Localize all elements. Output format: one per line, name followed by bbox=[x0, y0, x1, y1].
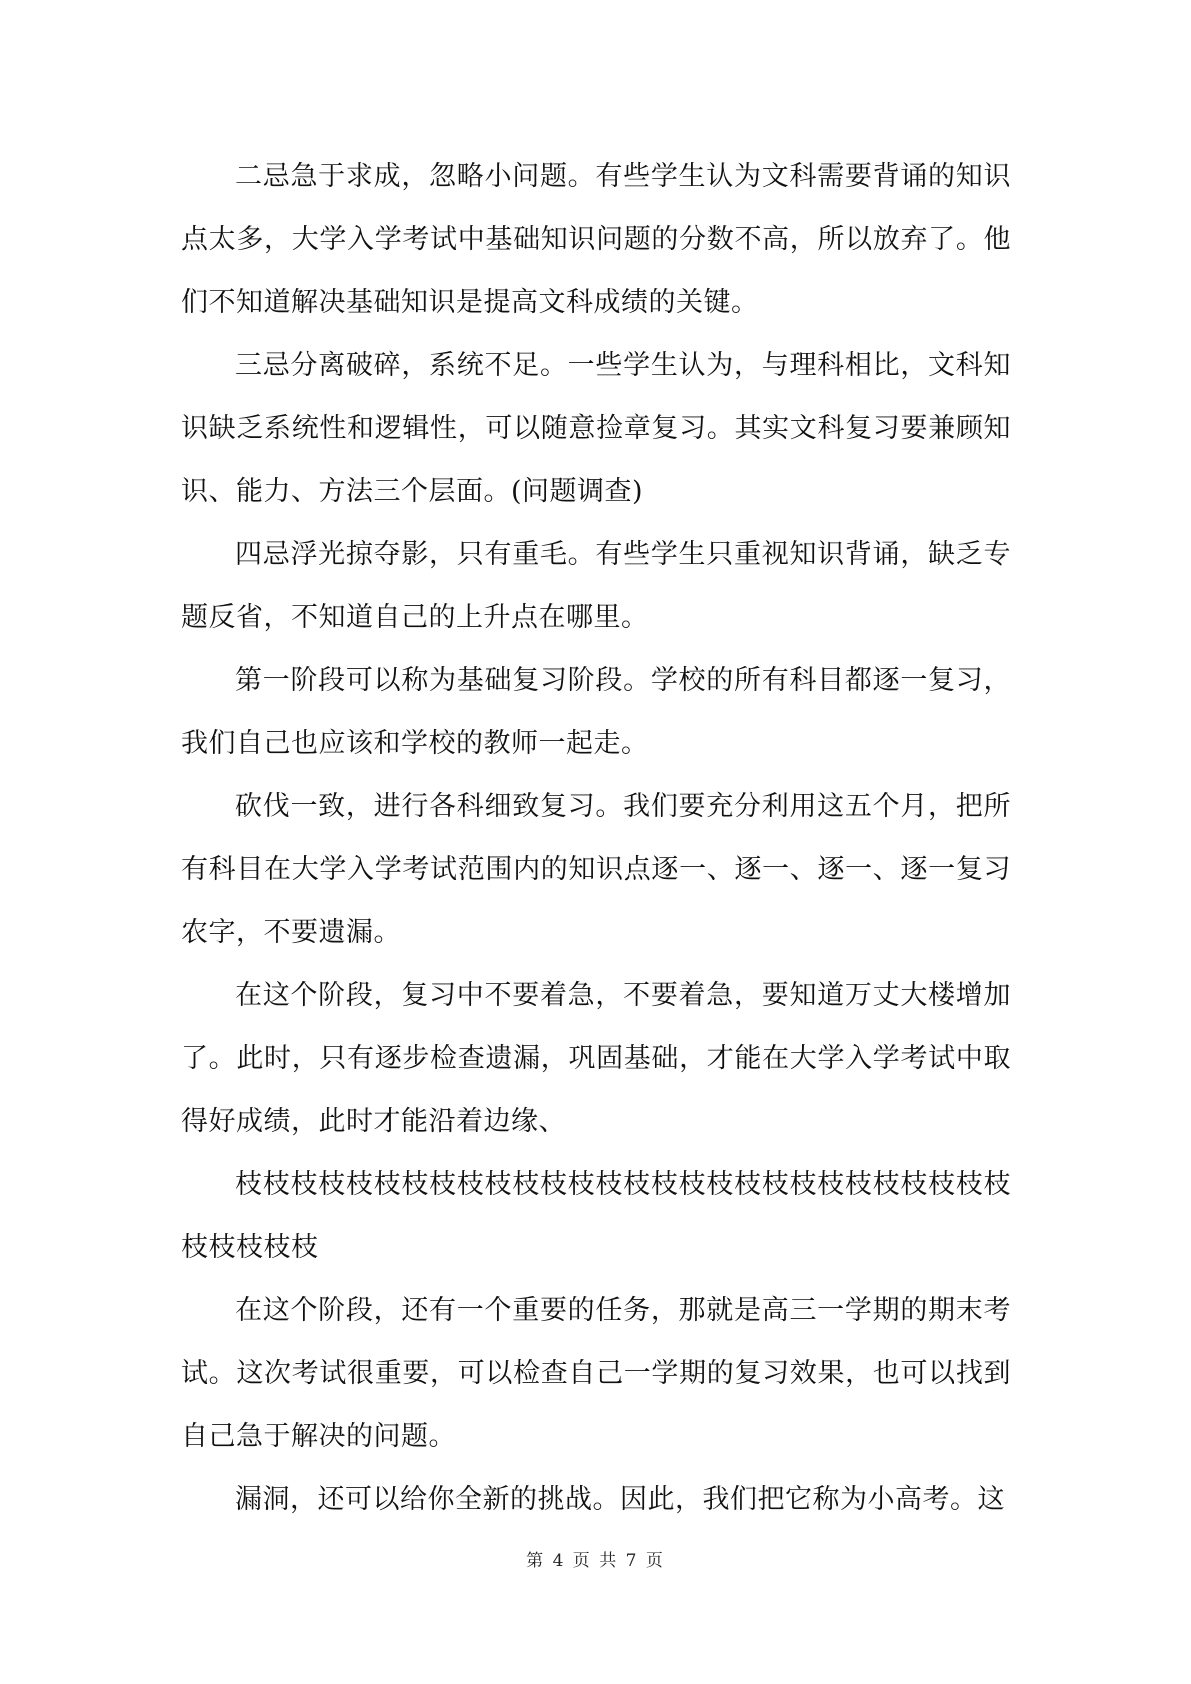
paragraph-9: 漏洞，还可以给你全新的挑战。因此，我们把它称为小高考。这 bbox=[235, 1484, 1005, 1515]
paragraph-7: 枝枝枝枝枝枝枝枝枝枝枝枝枝枝枝枝枝枝枝枝枝枝枝枝枝枝枝枝枝枝枝枝枝 bbox=[181, 1169, 1011, 1263]
paragraph-1: 二忌急于求成，忽略小问题。有些学生认为文科需要背诵的知识点太多，大学入学考试中基础知识问题的分数不高，所以放弃了。他们不知道解决基础知识是提高文科成绩的关键。 bbox=[181, 161, 1011, 318]
paragraph-3: 四忌浮光掠夺影，只有重毛。有些学生只重视知识背诵，缺乏专题反省，不知道自己的上升点在哪里。 bbox=[181, 539, 1011, 633]
paragraph-5: 砍伐一致，进行各科细致复习。我们要充分利用这五个月，把所有科目在大学入学考试范围内的知识点逐一、逐一、逐一、逐一复习农字，不要遗漏。 bbox=[181, 791, 1011, 948]
paragraph-6: 在这个阶段，复习中不要着急，不要着急，要知道万丈大楼增加了。此时，只有逐步检查遗漏，巩固基础，才能在大学入学考试中取得好成绩，此时才能沿着边缘、 bbox=[181, 980, 1011, 1137]
page-footer bbox=[0, 1546, 1191, 1571]
document-body bbox=[181, 145, 1011, 1531]
paragraph-8: 在这个阶段，还有一个重要的任务，那就是高三一学期的期末考试。这次考试很重要，可以检查自己一学期的复习效果，也可以找到自己急于解决的问题。 bbox=[181, 1295, 1011, 1452]
page-number-label: 第 4 页 共 7 页 bbox=[526, 1551, 665, 1571]
paragraph-2: 三忌分离破碎，系统不足。一些学生认为，与理科相比，文科知识缺乏系统性和逻辑性，可以随意捡章复习。其实文科复习要兼顾知识、能力、方法三个层面。(问题调查) bbox=[181, 350, 1011, 507]
paragraph-4: 第一阶段可以称为基础复习阶段。学校的所有科目都逐一复习，我们自己也应该和学校的教师一起走。 bbox=[181, 665, 1011, 759]
